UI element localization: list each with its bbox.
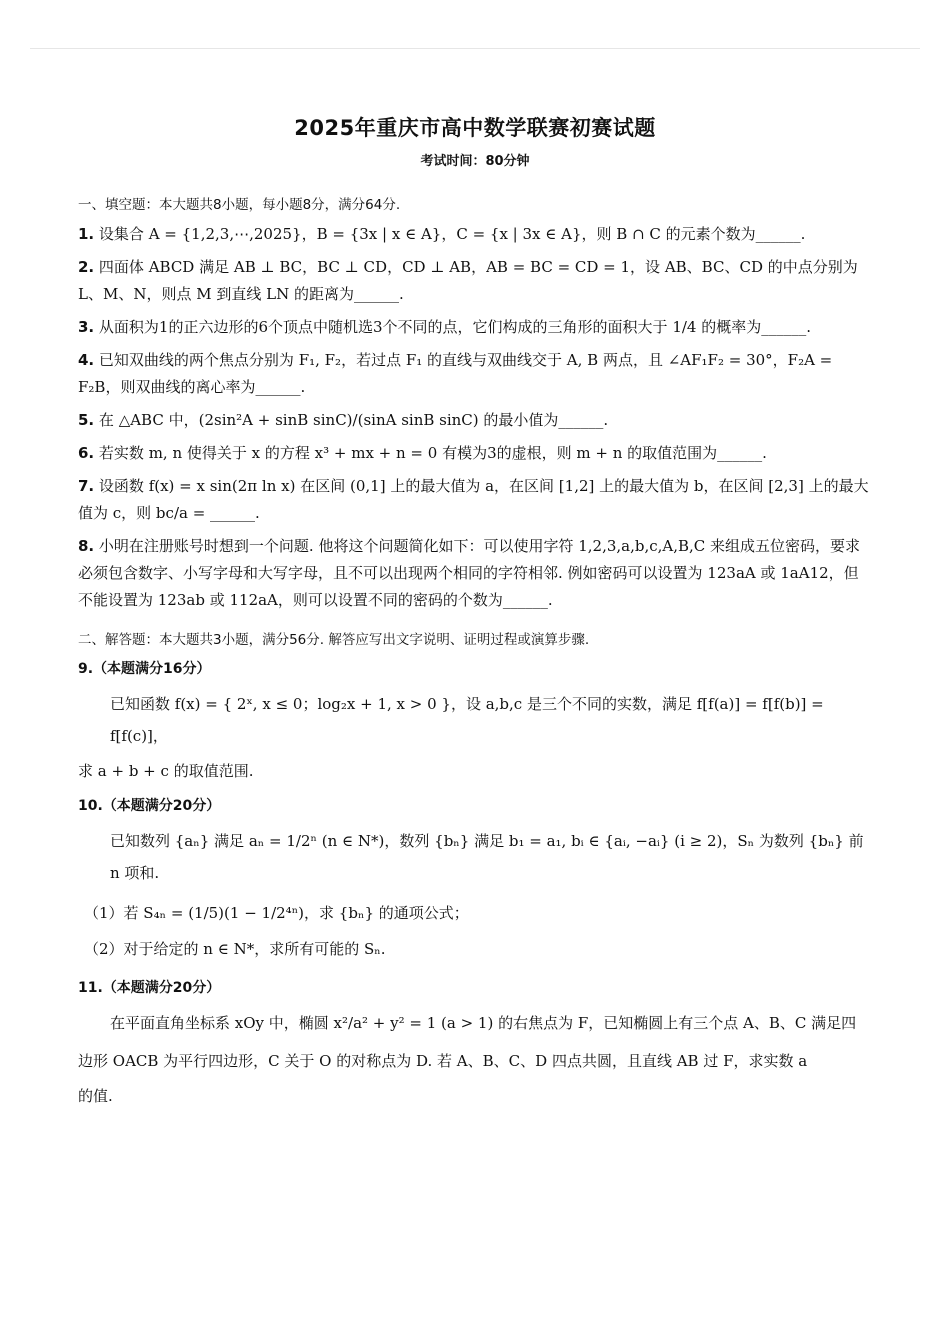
question-2 (78, 254, 872, 308)
question-8 (78, 533, 872, 614)
question-text: 小明在注册账号时想到一个问题. 他将这个问题简化如下：可以使用字符 1,2,3,a,b,c,A,B,C 来组成五位密码，要求必须包含数字、小写字母和大写字母，且不可以出现两个相同的字符相邻. 例如密码可以设置为 123aA 或 1aA12，但不能设置为 123ab 或 112aA，则可以设置不同的密码的个数为______. (78, 537, 861, 609)
question-number: 5. (78, 411, 95, 429)
question-11-line1: 在平面直角坐标系 xOy 中，椭圆 x²/a² + y² = 1 (a > 1) 的右焦点为 F，已知椭圆上有三个点 A、B、C 满足四 (110, 1014, 857, 1032)
question-11-heading: 11.（本题满分20分） (78, 980, 221, 996)
question-text: 从面积为1的正六边形的6个顶点中随机选3个不同的点，它们构成的三角形的面积大于 1/4 的概率为______. (98, 318, 812, 336)
question-10-part1: （1）若 S₄ₙ = (1/5)(1 − 1/2⁴ⁿ)，求 {bₙ} 的通项公式； (84, 904, 469, 922)
question-number: 6. (78, 444, 95, 462)
question-9-line1: 已知函数 f(x) = { 2ˣ, x ≤ 0；log₂x + 1, x > 0 }，设 a,b,c 是三个不同的实数，满足 f[f(a)] = f[f(b)] = f[f(c)]， (110, 695, 824, 745)
question-10-part2: （2）对于给定的 n ∈ N*，求所有可能的 Sₙ. (84, 940, 386, 958)
exam-time: 考试时间：80分钟 (420, 154, 530, 169)
question-text: 设函数 f(x) = x sin(2π ln x) 在区间 (0,1] 上的最大值为 a，在区间 [1,2] 上的最大值为 b，在区间 [2,3] 上的最大值为 c，则 bc/a = ______. (78, 477, 869, 522)
question-number: 2. (78, 258, 95, 276)
question-1 (78, 221, 872, 248)
question-number: 1. (78, 225, 95, 243)
question-6 (78, 440, 872, 467)
question-number: 4. (78, 351, 95, 369)
question-3 (78, 314, 872, 341)
question-9-heading: 9.（本题满分16分） (78, 661, 211, 677)
question-text: 已知双曲线的两个焦点分别为 F₁, F₂，若过点 F₁ 的直线与双曲线交于 A, B 两点，且 ∠AF₁F₂ = 30°，F₂A = F₂B，则双曲线的离心率为______. (78, 351, 833, 396)
question-text: 四面体 ABCD 满足 AB ⊥ BC，BC ⊥ CD，CD ⊥ AB，AB = BC = CD = 1，设 AB、BC、CD 的中点分别为 L、M、N，则点 M 到直线 LN 的距离为______. (78, 258, 858, 303)
question-11-line2: 边形 OACB 为平行四边形，C 关于 O 的对称点为 D. 若 A、B、C、D 四点共圆，且直线 AB 过 F，求实数 a (78, 1052, 808, 1070)
question-5 (78, 407, 872, 434)
exam-paper (78, 112, 872, 1116)
page-title: 2025年重庆市高中数学联赛初赛试题 (294, 116, 656, 140)
top-divider (30, 48, 920, 49)
question-number: 7. (78, 477, 95, 495)
question-7 (78, 473, 872, 527)
question-text: 设集合 A = {1,2,3,⋯,2025}，B = {3x | x ∈ A}，C = {x | 3x ∈ A}，则 B ∩ C 的元素个数为______. (98, 225, 806, 243)
question-10-line1: 已知数列 {aₙ} 满足 aₙ = 1/2ⁿ (n ∈ N*)，数列 {bₙ} 满足 b₁ = a₁, bᵢ ∈ {aᵢ, −aᵢ} (i ≥ 2)，Sₙ 为数列 {bₙ} 前 n 项和. (110, 832, 864, 882)
question-number: 3. (78, 318, 95, 336)
question-4 (78, 347, 872, 401)
question-number: 8. (78, 537, 95, 555)
question-9-line2: 求 a + b + c 的取值范围. (78, 762, 254, 780)
question-11-line3: 的值. (78, 1087, 113, 1105)
section2-heading: 二、解答题：本大题共3小题，满分56分. 解答应写出文字说明、证明过程或演算步骤. (78, 632, 590, 648)
question-10-heading: 10.（本题满分20分） (78, 798, 221, 814)
question-text: 若实数 m, n 使得关于 x 的方程 x³ + mx + n = 0 有模为3的虚根，则 m + n 的取值范围为______. (98, 444, 767, 462)
question-text: 在 △ABC 中，(2sin²A + sinB sinC)/(sinA sinB sinC) 的最小值为______. (98, 411, 609, 429)
section1-heading: 一、填空题：本大题共8小题，每小题8分，满分64分. (78, 197, 401, 213)
